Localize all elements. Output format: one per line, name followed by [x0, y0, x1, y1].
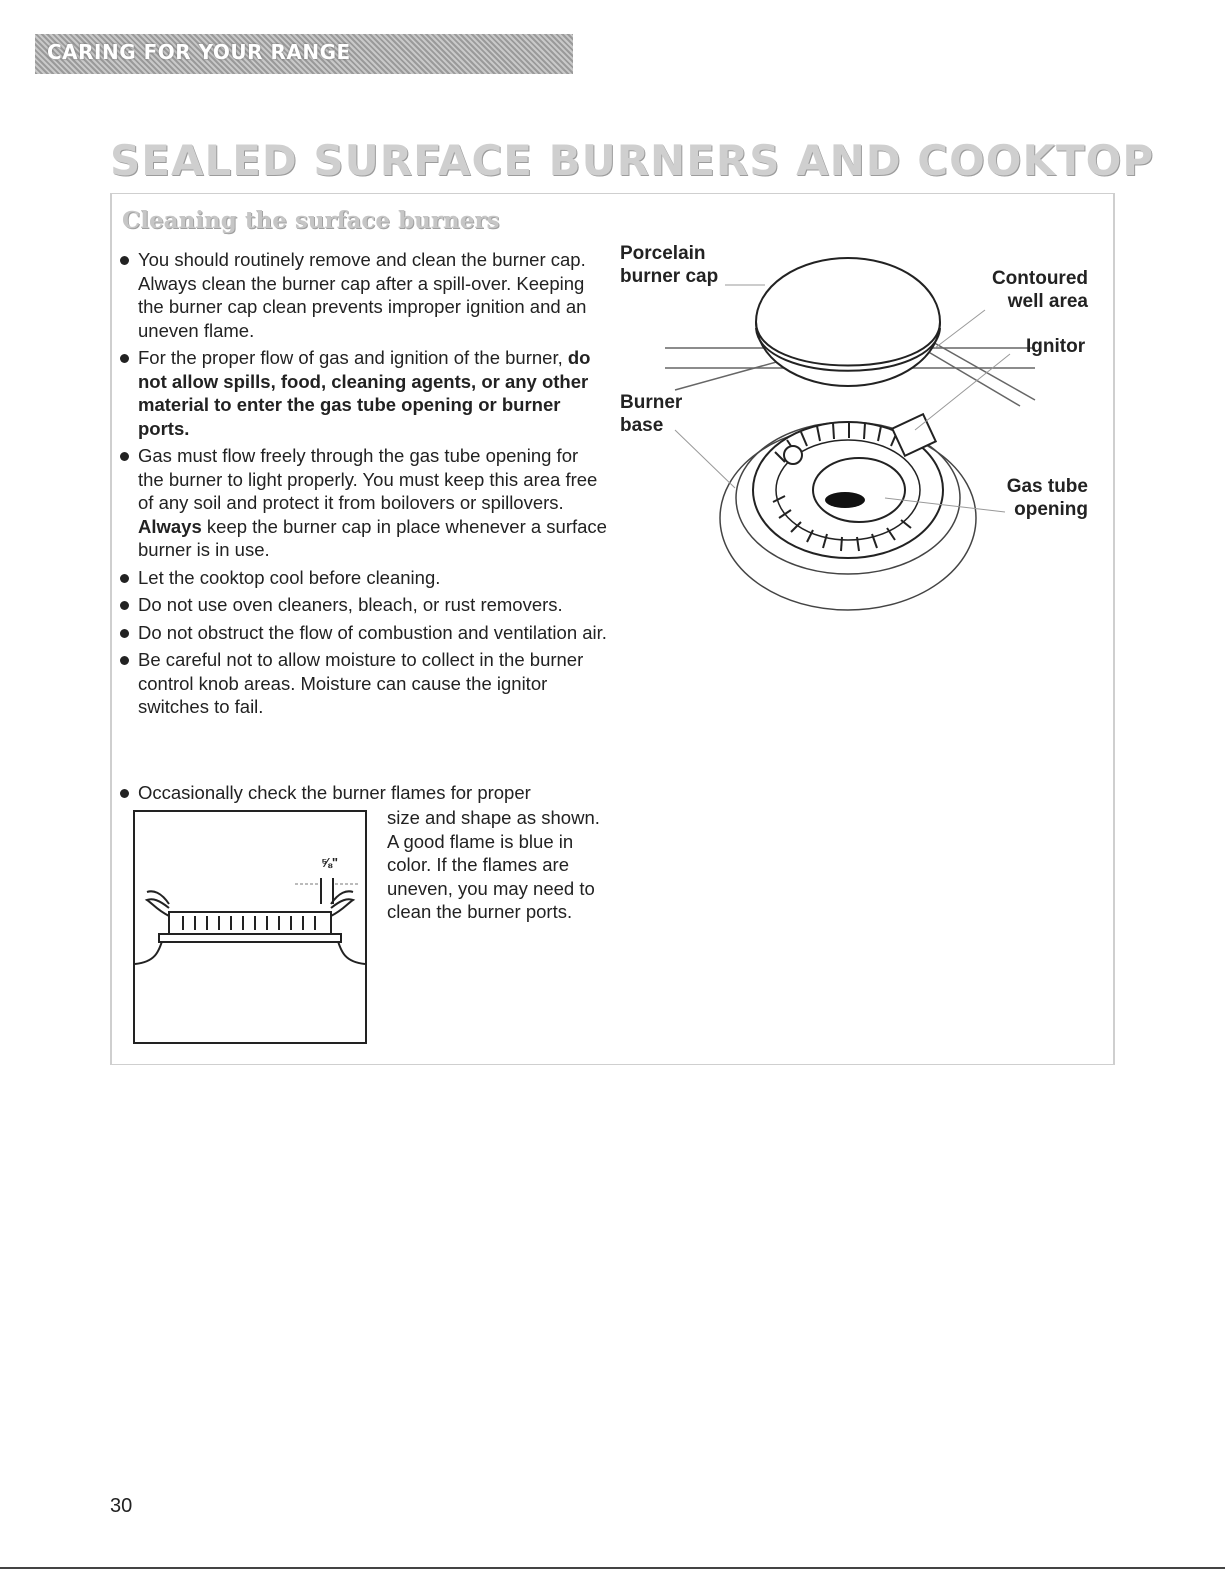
bullet-item [118, 248, 608, 342]
bullet-item [118, 593, 608, 617]
bullet-item [118, 566, 608, 590]
bullet-text: Be careful not to allow moisture to collect in the burner control knob areas. Moisture can cause the ignitor switches to fail. [138, 649, 584, 717]
bullet-text: Do not use oven cleaners, bleach, or rust removers. [138, 594, 563, 615]
bullet-text: For the proper flow of gas and ignition of the burner, [138, 347, 568, 368]
bullet-list [118, 248, 608, 723]
bullet-text: Do not obstruct the flow of combustion and ventilation air. [138, 621, 607, 643]
label-line: base [620, 415, 664, 436]
label-contoured-well [988, 267, 1088, 313]
flame-illustration [133, 810, 367, 1044]
page-number: 30 [110, 1495, 133, 1517]
label-line: well area [1007, 291, 1088, 312]
flame-drawing [135, 812, 365, 1042]
label-line: opening [1014, 499, 1088, 520]
footer-rule [0, 1567, 1225, 1569]
label-porcelain-cap [620, 242, 718, 288]
bullet-text: keep the burner cap in place whenever a surface burner is in use. [138, 515, 607, 560]
burner-diagram [615, 240, 1105, 630]
bullet-item [118, 346, 608, 440]
bullet-item [118, 648, 608, 719]
label-line: Porcelain [620, 243, 706, 264]
label-burner-base [620, 391, 682, 437]
section-heading: Cleaning the surface burners [122, 207, 500, 234]
bullet-text: Let the cooktop cool before cleaning. [138, 566, 441, 588]
label-line: burner cap [620, 266, 719, 287]
flame-measurement: ⅝" [321, 855, 339, 870]
bullet-text: You should routinely remove and clean the burner cap. Always clean the burner cap after a spill-over. Keeping the burner cap clean prevents improper ignition and an uneven flame. [138, 249, 587, 341]
banner-text: CARING FOR YOUR RANGE [47, 40, 351, 64]
flame-check-bullet: Occasionally check the burner flames for proper [118, 781, 608, 805]
label-line: Gas tube [1006, 476, 1088, 497]
section-banner [35, 34, 573, 74]
label-gas-tube [1001, 475, 1088, 521]
bullet-text: Gas must flow freely through the gas tube opening for the burner to light properly. You must keep this area free of any soil and protect it from boilovers or spillovers. [138, 445, 598, 513]
label-line: Contoured [991, 268, 1088, 289]
bullet-item [118, 621, 608, 645]
flame-check-text: size and shape as shown. A good flame is blue in color. If the flames are uneven, you may need to clean the burner ports. [387, 807, 600, 922]
bullet-bold-text: do not allow spills, food, cleaning agents, or any other material to enter the gas tube opening or burner ports. [138, 347, 591, 439]
label-ignitor: Ignitor [1026, 336, 1086, 357]
page-title: SEALED SURFACE BURNERS AND COOKTOP [110, 136, 1155, 185]
label-line: Burner [620, 392, 683, 413]
bullet-item [118, 444, 608, 562]
bullet-bold-text: Always [138, 515, 202, 537]
